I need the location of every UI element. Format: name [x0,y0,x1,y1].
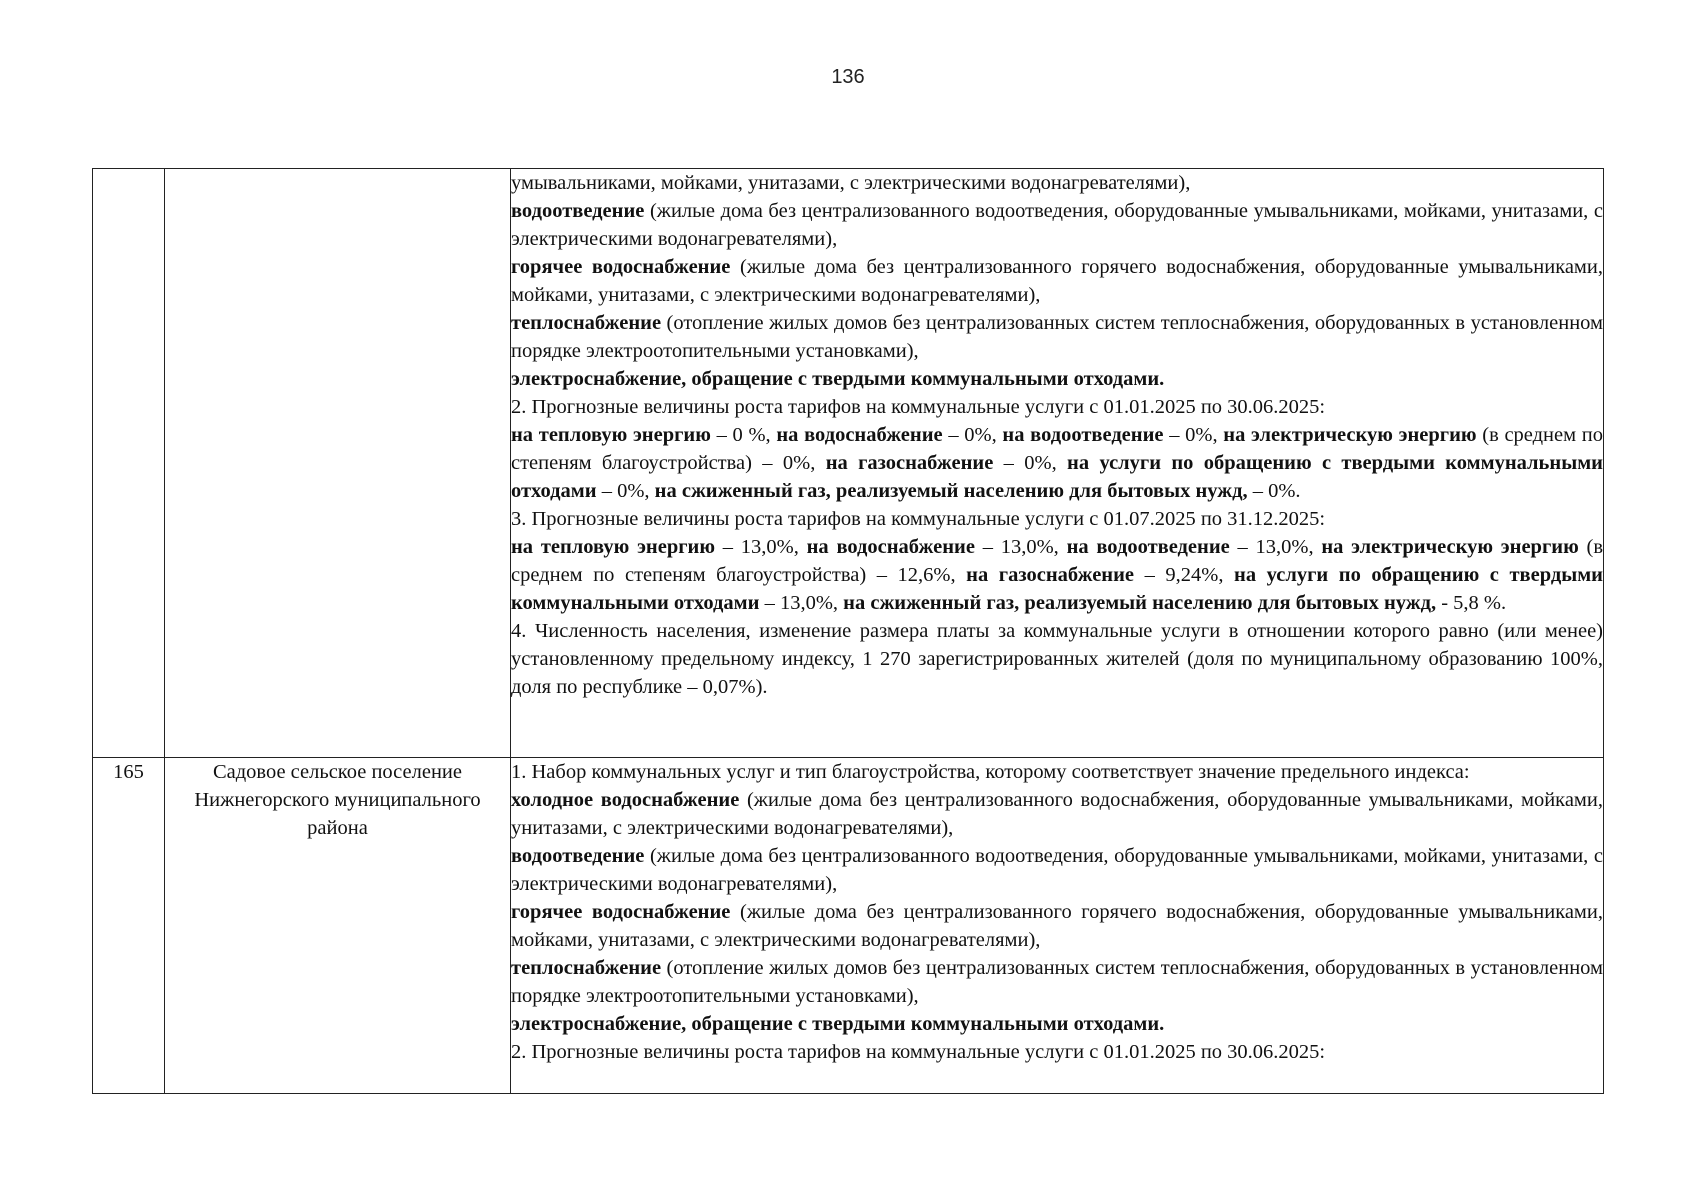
paragraph [511,786,1603,842]
text: – 0%, [942,424,1003,446]
paragraph [511,842,1603,898]
bold-text: на электрическую энергию [1321,536,1579,558]
paragraph [511,169,1603,197]
municipality-name-cell: Садовое сельское поселение Нижнегорского муниципального района [165,758,511,1094]
bold-text: на водоснабжение [776,424,943,446]
paragraph [511,253,1603,309]
paragraph [511,309,1603,365]
tariff-description-cell [511,169,1604,758]
text: 2. Прогнозные величины роста тарифов на коммунальные услуги с 01.01.2025 по 30.06.2025: [511,396,1326,418]
paragraph [511,1038,1603,1066]
paragraph [511,758,1603,786]
text: (в среднем по степеням благоустройства) – 0%, [511,424,1603,474]
text: - 5,8 %. [1436,592,1507,614]
bold-text: на услуги по обращению с твердыми коммунальными отходами [511,564,1603,614]
row-number-cell: 165 [93,758,165,1094]
text: – 13,0%, [1229,536,1322,558]
bold-text: на сжиженный газ, реализуемый населению для бытовых нужд, [654,480,1248,502]
paragraph [511,954,1603,1010]
bold-text: на водоотведение [1002,424,1164,446]
bold-text: на водоснабжение [806,536,975,558]
bold-text: теплоснабжение [511,957,662,979]
text: (жилые дома без централизованного водоотведения, оборудованные умывальниками, мойками, унитазами, с электрическими водонагревателями), [511,200,1603,250]
tariff-description-cell [511,758,1604,1094]
text: (жилые дома без централизованного водоснабжения, оборудованные умывальниками, мойками, унитазами, с электрическими водонагревателями), [511,789,1603,839]
bold-text: на водоотведение [1066,536,1230,558]
text: 3. Прогнозные величины роста тарифов на коммунальные услуги с 01.07.2025 по 31.12.2025: [511,508,1326,530]
text: – 13,0%, [974,536,1067,558]
bold-text: на тепловую энергию [511,424,711,446]
bold-text: холодное водоснабжение [511,789,740,811]
bold-text: электроснабжение, обращение с твердыми коммунальными отходами. [511,1013,1165,1035]
paragraph [511,365,1603,393]
text: – 13,0%, [759,592,844,614]
paragraph [511,421,1603,505]
text: (отопление жилых домов без централизованных систем теплоснабжения, оборудованных в установленном порядке электроотопительными установками), [511,312,1603,362]
text: – 0%, [596,480,655,502]
table-row [93,758,1604,1094]
municipality-name-cell [165,169,511,758]
bold-text: теплоснабжение [511,312,662,334]
bold-text: горячее водоснабжение [511,901,731,923]
tariff-table [92,168,1604,1094]
text: (жилые дома без централизованного водоотведения, оборудованные умывальниками, мойками, унитазами, с электрическими водонагревателями), [511,845,1603,895]
text: умывальниками, мойками, унитазами, с электрическими водонагревателями), [511,172,1191,194]
page-number: 136 [831,66,865,88]
text: – 0%, [1163,424,1224,446]
paragraph [511,533,1603,617]
text: (жилые дома без централизованного горячего водоснабжения, оборудованные умывальниками, мойками, унитазами, с электрическими водонагревателями), [511,901,1604,951]
paragraph [511,898,1603,954]
paragraph [511,617,1603,701]
bold-text: водоотведение [511,200,645,222]
text: (в среднем по степеням благоустройства) – 12,6%, [511,536,1603,586]
text: – 0 %, [710,424,777,446]
paragraph [511,505,1603,533]
bold-text: на сжиженный газ, реализуемый населению для бытовых нужд, [843,592,1437,614]
text: 1. Набор коммунальных услуг и тип благоустройства, которому соответствует значение предельного индекса: [511,761,1470,783]
bold-text: на услуги по обращению с твердыми коммунальными отходами [511,452,1603,502]
text: – 0%. [1247,480,1301,502]
bold-text: на электрическую энергию [1223,424,1477,446]
text: – 9,24%, [1134,564,1235,586]
text: 2. Прогнозные величины роста тарифов на коммунальные услуги с 01.01.2025 по 30.06.2025: [511,1041,1326,1063]
text: – 13,0%, [715,536,807,558]
row-number-cell [93,169,165,758]
text: (жилые дома без централизованного горячего водоснабжения, оборудованные умывальниками, мойками, унитазами, с электрическими водонагревателями), [511,256,1604,306]
text: 4. Численность населения, изменение размера платы за коммунальные услуги в отношении которого равно (или менее) установленному предельному индексу, 1 270 зарегистрированных жителей (доля по муниципальному образованию 100%, доля по республике – 0,07%). [511,620,1603,698]
bold-text: горячее водоснабжение [511,256,731,278]
bold-text: на тепловую энергию [511,536,716,558]
paragraph [511,393,1603,421]
bold-text: на газоснабжение [825,452,994,474]
table-row [93,169,1604,758]
bold-text: электроснабжение, обращение с твердыми коммунальными отходами. [511,368,1165,390]
text: – 0%, [993,452,1068,474]
paragraph [511,197,1603,253]
text: (отопление жилых домов без централизованных систем теплоснабжения, оборудованных в установленном порядке электроотопительными установками), [511,957,1603,1007]
bold-text: на газоснабжение [966,564,1135,586]
bold-text: водоотведение [511,845,645,867]
paragraph [511,1010,1603,1038]
